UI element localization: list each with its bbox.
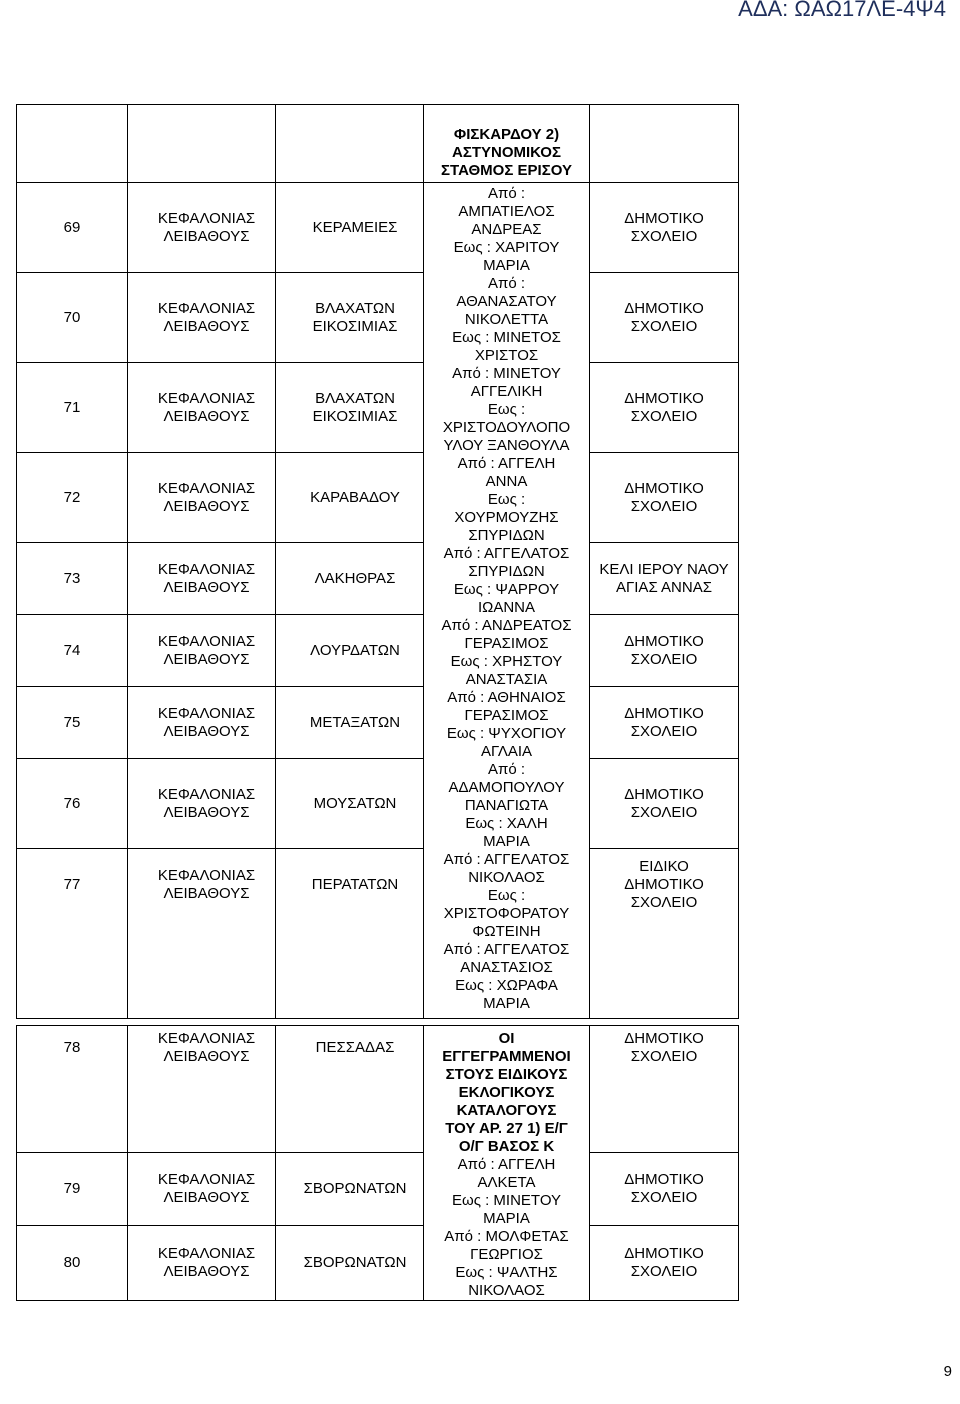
table-header-row (17, 105, 739, 183)
voter-range (424, 1156, 589, 1228)
region-cell (128, 1026, 276, 1153)
location-line: ΣΧΟΛΕΙΟ (630, 803, 698, 821)
village-cell: ΠΕΣΣΑΔΑΣ (276, 1026, 424, 1153)
region-cell (128, 543, 276, 615)
range-line: Εως : ΜΙΝΕΤΟΥ (451, 1192, 562, 1209)
row-number: 72 (17, 453, 128, 543)
table-row (17, 543, 739, 615)
range-line: ΠΑΝΑΓΙΩΤΑ (464, 797, 549, 814)
region-line: ΚΕΦΑΛΟΝΙΑΣ (157, 479, 256, 497)
region-cell (128, 273, 276, 363)
range-line: ΜΑΡΙΑ (483, 1210, 530, 1227)
range-line: Από : ΑΝΔΡΕΑΤΟΣ (441, 617, 572, 634)
table-row (17, 453, 739, 543)
location-line: ΣΧΟΛΕΙΟ (630, 1048, 698, 1065)
location-line: ΣΧΟΛΕΙΟ (630, 1263, 698, 1281)
row-number: 77 (17, 849, 128, 1019)
voter-range (424, 617, 589, 689)
table-row (17, 615, 739, 687)
village-cell: ΜΕΤΑΞΑΤΩΝ (276, 687, 424, 759)
location-cell (590, 543, 739, 615)
region-line: ΛΕΙΒΑΘΟΥΣ (163, 650, 250, 668)
region-line: ΛΕΙΒΑΘΟΥΣ (163, 497, 250, 515)
location-line: ΔΗΜΟΤΙΚΟ (624, 299, 704, 317)
range-line: Εως : ΨΑΡΡΟΥ (453, 581, 560, 598)
row-number: 71 (17, 363, 128, 453)
range-line: ΑΓΛΑΙΑ (480, 743, 533, 760)
village-cell: ΣΒΟΡΩΝΑΤΩΝ (276, 1226, 424, 1301)
location-cell (590, 759, 739, 849)
location-cell (590, 1026, 739, 1153)
location-line: ΣΧΟΛΕΙΟ (630, 722, 698, 740)
range-line: Εως : ΨΑΛΤΗΣ (455, 1264, 558, 1281)
voter-range (424, 941, 589, 1013)
village-line: ΒΛΑΧΑΤΩΝ (315, 299, 395, 317)
range-line: ΥΛΟΥ ΞΑΝΘΟΥΛΑ (443, 437, 570, 454)
region-cell (128, 849, 276, 1019)
region-line: ΚΕΦΑΛΟΝΙΑΣ (157, 867, 256, 884)
location-line: ΔΗΜΟΤΙΚΟ (624, 785, 704, 803)
region-line: ΚΕΦΑΛΟΝΙΑΣ (157, 299, 256, 317)
village-cell: ΚΕΡΑΜΕΙΕΣ (276, 183, 424, 273)
location-line: ΣΧΟΛΕΙΟ (630, 497, 698, 515)
region-line: ΚΕΦΑΛΟΝΙΑΣ (157, 1030, 256, 1047)
location-cell (590, 273, 739, 363)
range-line: Από : ΜΟΛΦΕΤΑΣ (444, 1228, 569, 1245)
region-line: ΛΕΙΒΑΘΟΥΣ (163, 722, 250, 740)
location-cell (590, 687, 739, 759)
row-number: 74 (17, 615, 128, 687)
region-line: ΚΕΦΑΛΟΝΙΑΣ (157, 560, 256, 578)
voter-range (424, 545, 589, 617)
top-range-cell (424, 105, 590, 183)
region-line: ΛΕΙΒΑΘΟΥΣ (163, 227, 250, 245)
location-line: ΔΗΜΟΤΙΚΟ (624, 209, 704, 227)
village-line: ΒΛΑΧΑΤΩΝ (315, 389, 395, 407)
location-cell (590, 453, 739, 543)
row-number: 79 (17, 1153, 128, 1226)
range-line: ΧΟΥΡΜΟΥΖΗΣ (454, 509, 559, 526)
range-line: Από : ΑΓΓΕΛΑΤΟΣ (443, 941, 570, 958)
range-line: Εως : (487, 401, 526, 418)
range-line: ΑΔΑΜΟΠΟΥΛΟΥ (448, 779, 565, 796)
location-line: ΣΧΟΛΕΙΟ (630, 317, 698, 335)
range-line: ΑΛΚΕΤΑ (477, 1174, 536, 1191)
location-line: ΔΗΜΟΤΙΚΟ (624, 632, 704, 650)
row-number: 75 (17, 687, 128, 759)
range-line: Εως : ΨΥΧΟΓΙΟΥ (446, 725, 567, 742)
range-line: ΝΙΚΟΛΑΟΣ (468, 869, 545, 886)
range-line: ΑΝΔΡΕΑΣ (471, 221, 542, 238)
range-line: ΜΑΡΙΑ (483, 995, 530, 1012)
village-line: ΕΙΚΟΣΙΜΙΑΣ (312, 317, 398, 335)
location-line: ΑΓΙΑΣ ΑΝΝΑΣ (616, 578, 712, 596)
location-line: ΣΧΟΛΕΙΟ (630, 227, 698, 245)
region-line: ΚΕΦΑΛΟΝΙΑΣ (157, 632, 256, 650)
range-line: ΜΑΡΙΑ (483, 833, 530, 850)
table-row (17, 363, 739, 453)
village-cell: ΠΕΡΑΤΑΤΩΝ (276, 849, 424, 1019)
range-line: Από : ΑΓΓΕΛΗ (457, 455, 556, 472)
range-line: Από : (487, 275, 526, 292)
table-row (17, 183, 739, 273)
region-cell (128, 759, 276, 849)
row-number: 70 (17, 273, 128, 363)
region-cell (128, 183, 276, 273)
range-line: Από : ΑΘΗΝΑΙΟΣ (447, 689, 566, 706)
special-line: ΤΟΥ ΑΡ. 27 1) Ε/Γ (445, 1120, 568, 1137)
region-cell (128, 687, 276, 759)
location-cell (590, 1153, 739, 1226)
page-number: 9 (943, 1363, 952, 1380)
range-line: Εως : (487, 887, 526, 904)
range-line: ΙΩΑΝΝΑ (477, 599, 536, 616)
village-line: ΕΙΚΟΣΙΜΙΑΣ (312, 407, 398, 425)
region-line: ΛΕΙΒΑΘΟΥΣ (163, 578, 250, 596)
location-line: ΣΧΟΛΕΙΟ (630, 1189, 698, 1207)
region-cell (128, 1153, 276, 1226)
range-line: ΑΘΑΝΑΣΑΤΟΥ (456, 293, 557, 310)
special-line: ΕΚΛΟΓΙΚΟΥΣ (458, 1084, 555, 1101)
region-line: ΚΕΦΑΛΟΝΙΑΣ (157, 209, 256, 227)
region-line: ΛΕΙΒΑΘΟΥΣ (163, 885, 250, 902)
range-line: Από : (487, 761, 526, 778)
location-line: ΔΗΜΟΤΙΚΟ (624, 704, 704, 722)
region-line: ΛΕΙΒΑΘΟΥΣ (163, 803, 250, 821)
top-line: ΑΣΤΥΝΟΜΙΚΟΣ (452, 144, 561, 161)
region-line: ΛΕΙΒΑΘΟΥΣ (163, 1263, 250, 1281)
location-line: ΣΧΟΛΕΙΟ (630, 894, 698, 911)
special-line: ΚΑΤΑΛΟΓΟΥΣ (456, 1102, 557, 1119)
location-line: ΚΕΛΙ ΙΕΡΟΥ ΝΑΟΥ (599, 560, 729, 578)
region-line: ΚΕΦΑΛΟΝΙΑΣ (157, 785, 256, 803)
location-cell (590, 363, 739, 453)
range-line: ΧΡΙΣΤΟΦΟΡΑΤΟΥ (443, 905, 570, 922)
range-line: ΜΑΡΙΑ (483, 257, 530, 274)
location-cell (590, 1226, 739, 1301)
range-line: ΑΝΑΣΤΑΣΙΑ (465, 671, 548, 688)
range-line: Εως : ΜΙΝΕΤΟΣ (452, 329, 561, 346)
region-line: ΚΕΦΑΛΟΝΙΑΣ (157, 389, 256, 407)
region-cell (128, 1226, 276, 1301)
top-line: ΦΙΣΚΑΡΔΟΥ 2) (453, 126, 560, 143)
range-line: ΦΩΤΕΙΝΗ (472, 923, 541, 940)
table-row (17, 687, 739, 759)
row-number: 69 (17, 183, 128, 273)
range-line: ΣΠΥΡΙΔΩΝ (468, 563, 545, 580)
table-row (17, 1226, 739, 1301)
table-row (17, 759, 739, 849)
voter-range (424, 455, 589, 545)
location-cell (590, 615, 739, 687)
region-line: ΚΕΦΑΛΟΝΙΑΣ (157, 704, 256, 722)
range-line: ΑΝΝΑ (485, 473, 528, 490)
range-line: Εως : (487, 491, 526, 508)
range-line: ΑΓΓΕΛΙΚΗ (470, 383, 543, 400)
voter-range (424, 689, 589, 761)
location-line: ΕΙΔΙΚΟ (639, 858, 689, 875)
location-line: ΔΗΜΟΤΙΚΟ (624, 479, 704, 497)
region-line: ΛΕΙΒΑΘΟΥΣ (163, 1048, 250, 1065)
range-line: Εως : ΧΑΡΙΤΟΥ (453, 239, 560, 256)
village-cell: ΚΑΡΑΒΑΔΟΥ (276, 453, 424, 543)
row-number: 76 (17, 759, 128, 849)
special-line: ΣΤΟΥΣ ΕΙΔΙΚΟΥΣ (445, 1066, 568, 1083)
village-cell (276, 363, 424, 453)
range-line: Από : (487, 185, 526, 202)
region-line: ΚΕΦΑΛΟΝΙΑΣ (157, 1171, 256, 1189)
location-line: ΔΗΜΟΤΙΚΟ (624, 1245, 704, 1263)
table-row (17, 849, 739, 1019)
location-line: ΔΗΜΟΤΙΚΟ (624, 876, 704, 893)
location-line: ΔΗΜΟΤΙΚΟ (624, 1030, 704, 1047)
table-row (17, 1153, 739, 1226)
voter-range (424, 761, 589, 851)
region-line: ΚΕΦΑΛΟΝΙΑΣ (157, 1245, 256, 1263)
range-line: Από : ΜΙΝΕΤΟΥ (452, 365, 561, 382)
location-line: ΣΧΟΛΕΙΟ (630, 407, 698, 425)
range-line: Από : ΑΓΓΕΛΗ (457, 1156, 556, 1173)
region-line: ΛΕΙΒΑΘΟΥΣ (163, 407, 250, 425)
row-number: 73 (17, 543, 128, 615)
table-row (17, 273, 739, 363)
top-line: ΣΤΑΘΜΟΣ ΕΡΙΣΟΥ (441, 162, 572, 179)
village-cell: ΜΟΥΣΑΤΩΝ (276, 759, 424, 849)
range-line: ΑΝΑΣΤΑΣΙΟΣ (460, 959, 553, 976)
range-line: Εως : ΧΩΡΑΦΑ (455, 977, 558, 994)
row-number: 80 (17, 1226, 128, 1301)
location-cell (590, 183, 739, 273)
location-line: ΔΗΜΟΤΙΚΟ (624, 1171, 704, 1189)
range-line: ΧΡΙΣΤΟΔΟΥΛΟΠΟ (442, 419, 571, 436)
region-line: ΛΕΙΒΑΘΟΥΣ (163, 317, 250, 335)
range-line: Από : ΑΓΓΕΛΑΤΟΣ (443, 851, 570, 868)
special-list-note (424, 1030, 589, 1156)
range-line: ΓΕΡΑΣΙΜΟΣ (464, 635, 549, 652)
region-cell (128, 615, 276, 687)
range-column (424, 183, 590, 1019)
voter-range (424, 185, 589, 275)
range-line: Εως : ΧΡΗΣΤΟΥ (450, 653, 563, 670)
polling-stations-table (16, 104, 739, 1019)
voter-range (424, 851, 589, 941)
voter-range (424, 1228, 589, 1300)
location-cell (590, 849, 739, 1019)
polling-stations-table-continued (16, 1025, 739, 1301)
village-cell: ΣΒΟΡΩΝΑΤΩΝ (276, 1153, 424, 1226)
special-line: ΕΓΓΕΓΡΑΜΜΕΝΟΙ (442, 1048, 571, 1065)
range-line: Εως : ΧΑΛΗ (465, 815, 548, 832)
range-line: ΝΙΚΟΛΑΟΣ (468, 1282, 545, 1299)
region-cell (128, 363, 276, 453)
range-line: ΑΜΠΑΤΙΕΛΟΣ (458, 203, 555, 220)
village-cell (276, 273, 424, 363)
range-list (424, 1156, 589, 1300)
ada-code: ΑΔΑ: ΩΑΩ17ΛΕ-4Ψ4 (738, 0, 946, 21)
voter-range (424, 365, 589, 455)
location-line: ΔΗΜΟΤΙΚΟ (624, 389, 704, 407)
range-line: ΣΠΥΡΙΔΩΝ (468, 527, 545, 544)
special-line: ΟΙ (498, 1030, 515, 1047)
range-line: ΧΡΙΣΤΟΣ (474, 347, 539, 364)
voter-range (424, 275, 589, 365)
region-cell (128, 453, 276, 543)
village-cell: ΛΟΥΡΔΑΤΩΝ (276, 615, 424, 687)
location-line: ΣΧΟΛΕΙΟ (630, 650, 698, 668)
range-line: ΓΕΩΡΓΙΟΣ (470, 1246, 543, 1263)
village-cell: ΛΑΚΗΘΡΑΣ (276, 543, 424, 615)
row-number: 78 (17, 1026, 128, 1153)
region-line: ΛΕΙΒΑΘΟΥΣ (163, 1189, 250, 1207)
table-row (17, 1026, 739, 1153)
special-line: Ο/Γ ΒΑΣΟΣ Κ (458, 1138, 555, 1155)
range-line: Από : ΑΓΓΕΛΑΤΟΣ (443, 545, 570, 562)
range-line: ΝΙΚΟΛΕΤΤΑ (464, 311, 549, 328)
range-list (424, 185, 589, 1013)
range-line: ΓΕΡΑΣΙΜΟΣ (464, 707, 549, 724)
range-column (424, 1026, 590, 1301)
